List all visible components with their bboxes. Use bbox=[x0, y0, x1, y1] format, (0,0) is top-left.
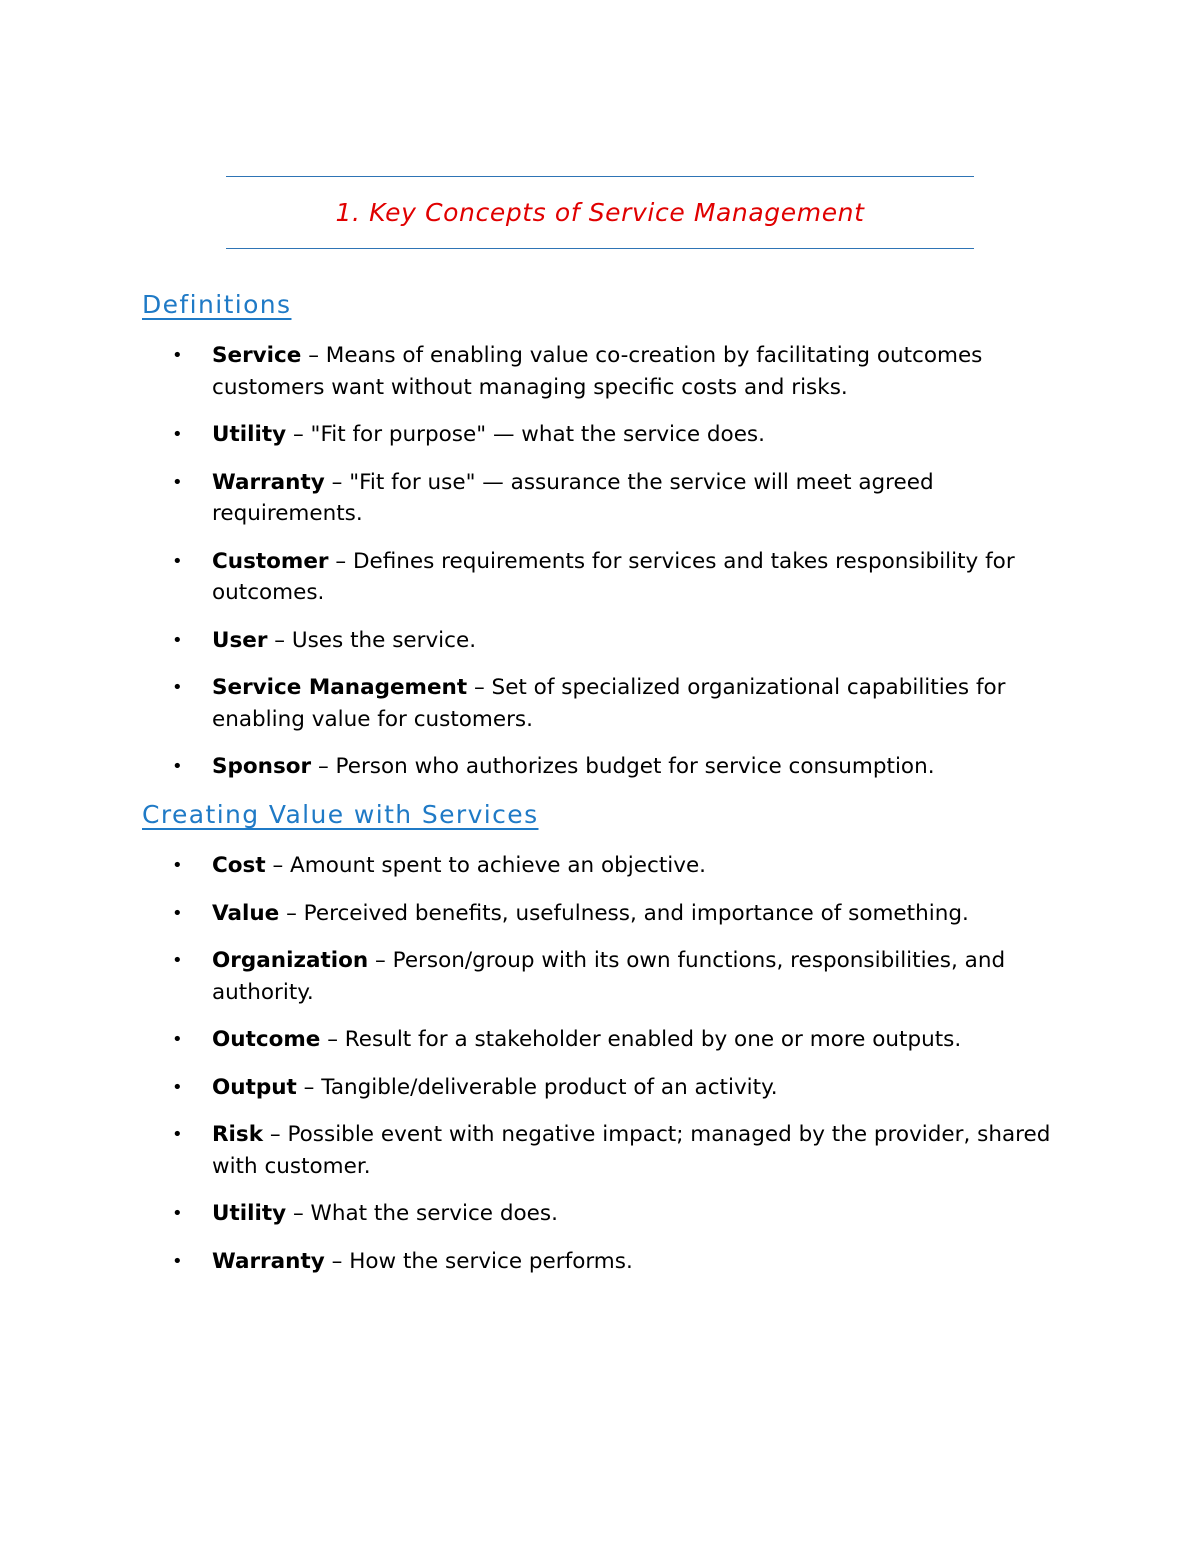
item-text: – Set of specialized organizational capabilities for enabling value for customers. bbox=[212, 675, 1006, 732]
item-text: – Tangible/deliverable product of an activity. bbox=[296, 1074, 778, 1100]
list-item bbox=[0, 1119, 1072, 1182]
list-item bbox=[0, 751, 1072, 783]
item-text: – What the service does. bbox=[286, 1201, 558, 1226]
item-term: Utility bbox=[212, 1201, 287, 1226]
list-item bbox=[0, 467, 1072, 530]
item-text: – Result for a stakeholder enabled by one or more outputs. bbox=[320, 1027, 962, 1052]
bullet-icon: • bbox=[172, 950, 183, 971]
list-item bbox=[0, 850, 1072, 882]
bullet-icon: • bbox=[172, 629, 183, 651]
bullet-icon: • bbox=[172, 1029, 183, 1050]
definitions-list bbox=[0, 340, 1200, 799]
item-term: Service Management bbox=[212, 675, 468, 700]
item-term: Utility bbox=[212, 422, 287, 447]
item-text: – Amount spent to achieve an objective. bbox=[265, 853, 707, 878]
item-text: – Defines requirements for services and takes responsibility for outcomes. bbox=[212, 548, 1015, 605]
list-item bbox=[0, 1246, 1072, 1278]
creating-value-list bbox=[0, 850, 1200, 1293]
list-item bbox=[0, 1198, 1072, 1230]
bullet-icon: • bbox=[172, 1076, 183, 1098]
item-term: User bbox=[212, 627, 268, 653]
item-text: – Person who authorizes budget for service consumption. bbox=[311, 754, 935, 779]
list-item bbox=[0, 898, 1072, 930]
bullet-icon: • bbox=[172, 550, 183, 572]
item-term: Cost bbox=[212, 853, 266, 878]
item-term: Risk bbox=[212, 1122, 264, 1147]
item-text: – Person/group with its own functions, responsibilities, and authority. bbox=[212, 948, 1006, 1005]
bullet-icon: • bbox=[172, 855, 183, 876]
item-term: Warranty bbox=[212, 469, 325, 495]
item-term: Output bbox=[212, 1074, 297, 1100]
item-term: Sponsor bbox=[212, 754, 312, 779]
item-text: – Means of enabling value co-creation by facilitating outcomes customers want without managing specific costs and risks. bbox=[212, 343, 983, 400]
bullet-icon: • bbox=[172, 1203, 183, 1224]
list-item bbox=[0, 625, 1072, 657]
item-term: Value bbox=[212, 900, 280, 926]
bullet-icon: • bbox=[172, 756, 183, 777]
item-text: – Perceived benefits, usefulness, and importance of something. bbox=[279, 900, 969, 926]
bullet-icon: • bbox=[172, 1250, 183, 1272]
item-text: – How the service performs. bbox=[324, 1248, 633, 1274]
list-item bbox=[0, 672, 1072, 735]
list-item bbox=[0, 1072, 1072, 1104]
item-term: Service bbox=[212, 343, 302, 368]
item-term: Organization bbox=[212, 948, 369, 973]
bullet-icon: • bbox=[172, 902, 183, 924]
item-term: Warranty bbox=[212, 1248, 325, 1274]
section-heading-definitions: Definitions bbox=[142, 290, 292, 319]
item-text: – "Fit for purpose" — what the service does. bbox=[286, 422, 765, 447]
list-item bbox=[0, 340, 1072, 403]
item-term: Customer bbox=[212, 548, 329, 574]
bullet-icon: • bbox=[172, 424, 183, 445]
list-item bbox=[0, 419, 1072, 451]
item-term: Outcome bbox=[212, 1027, 321, 1052]
item-text: – Uses the service. bbox=[267, 627, 477, 653]
page-title: 1. Key Concepts of Service Management bbox=[335, 198, 865, 227]
list-item bbox=[0, 1024, 1072, 1056]
bullet-icon: • bbox=[172, 1124, 183, 1145]
section-heading-creating-value: Creating Value with Services bbox=[142, 800, 539, 829]
bullet-icon: • bbox=[172, 677, 183, 698]
item-text: – "Fit for use" — assurance the service will meet agreed requirements. bbox=[212, 469, 934, 526]
bullet-icon: • bbox=[172, 471, 183, 493]
title-block bbox=[226, 176, 974, 249]
list-item bbox=[0, 546, 1072, 609]
bullet-icon: • bbox=[172, 345, 183, 366]
item-text: – Possible event with negative impact; managed by the provider, shared with customer. bbox=[212, 1122, 1051, 1179]
list-item bbox=[0, 945, 1072, 1008]
